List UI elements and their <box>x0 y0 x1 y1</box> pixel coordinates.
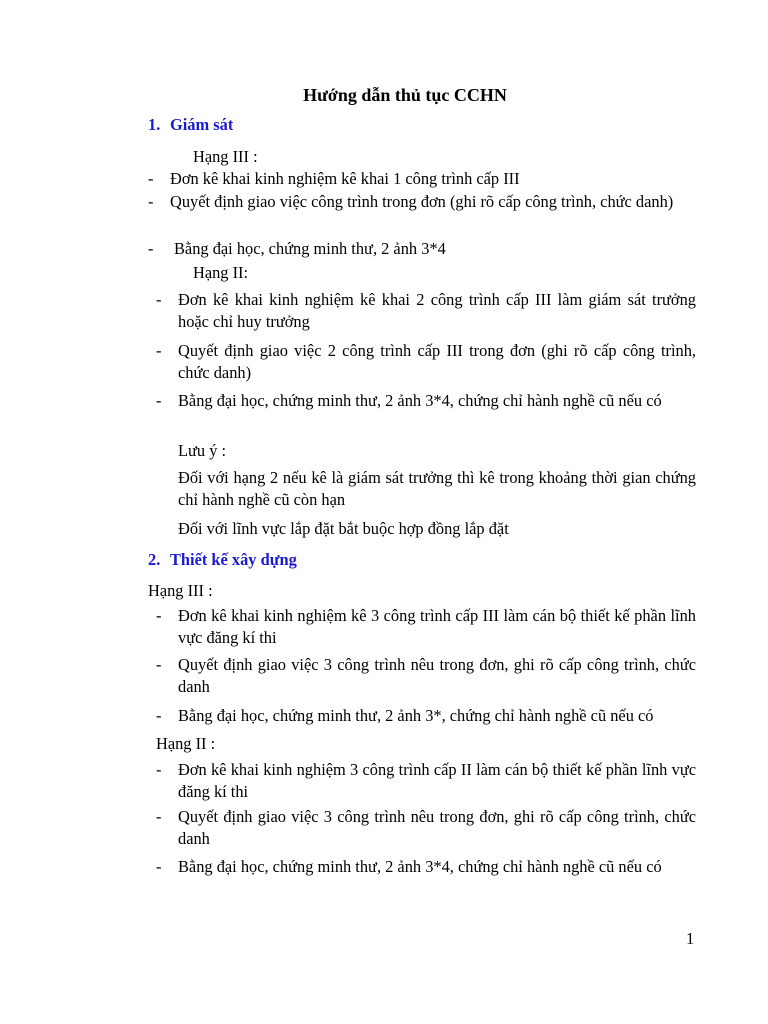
bullet-dash: - <box>156 655 162 674</box>
bullet-dash: - <box>148 192 154 211</box>
bullet-dash: - <box>156 706 162 725</box>
note-label: Lưu ý : <box>178 441 227 460</box>
note-text: Đối với lĩnh vực lắp đặt bắt buộc hợp đồng lắp đặt <box>178 519 509 538</box>
bullet-dash: - <box>156 760 162 779</box>
list-item-text: Quyết định giao việc 3 công trình nêu trong đơn, ghi rõ cấp công trình, chức danh <box>178 807 696 848</box>
bullet-dash: - <box>156 391 162 410</box>
list-item-text: Bằng đại học, chứng minh thư, 2 ảnh 3*4 <box>174 239 446 258</box>
list-item-text: Đơn kê khai kinh nghiệm 3 công trình cấp II làm cán bộ thiết kế phần lĩnh vực đăng kí thi <box>178 760 696 801</box>
bullet-dash: - <box>156 606 162 625</box>
rank-label: Hạng II: <box>193 263 249 282</box>
list-item-text: Đơn kê khai kinh nghiệm kê khai 1 công trình cấp III <box>170 169 520 188</box>
bullet-dash: - <box>156 857 162 876</box>
list-item-text: Bằng đại học, chứng minh thư, 2 ảnh 3*4, chứng chỉ hành nghề cũ nếu có <box>178 857 662 876</box>
rank-label: Hạng III : <box>193 147 258 166</box>
list-item-text: Bằng đại học, chứng minh thư, 2 ảnh 3*, chứng chỉ hành nghề cũ nếu có <box>178 706 654 725</box>
section-number: 1. <box>148 115 161 134</box>
bullet-dash: - <box>156 807 162 826</box>
bullet-dash: - <box>156 290 162 309</box>
bullet-dash: - <box>148 169 154 188</box>
list-item-text: Đơn kê khai kinh nghiệm kê 3 công trình cấp III làm cán bộ thiết kế phần lĩnh vực đăng kí thi <box>178 606 696 647</box>
page-number: 1 <box>686 929 695 948</box>
list-item-text: Bằng đại học, chứng minh thư, 2 ảnh 3*4, chứng chỉ hành nghề cũ nếu có <box>178 391 662 410</box>
rank-label: Hạng II : <box>156 734 216 753</box>
section-number: 2. <box>148 550 161 569</box>
bullet-dash: - <box>148 239 154 258</box>
document-title: Hướng dẫn thủ tục CCHN <box>303 85 507 105</box>
list-item-text: Đơn kê khai kinh nghiệm kê khai 2 công trình cấp III làm giám sát trưởng hoặc chỉ huy trưởng <box>178 290 696 331</box>
section-heading-1 <box>148 114 233 136</box>
list-item-text: Quyết định giao việc công trình trong đơn (ghi rõ cấp công trình, chức danh) <box>170 192 674 211</box>
list-item-text: Quyết định giao việc 3 công trình nêu trong đơn, ghi rõ cấp công trình, chức danh <box>178 655 696 696</box>
bullet-dash: - <box>156 341 162 360</box>
list-item-text: Quyết định giao việc 2 công trình cấp III trong đơn (ghi rõ cấp công trình, chức danh) <box>178 341 696 382</box>
section-title: Thiết kế xây dựng <box>170 550 297 569</box>
rank-label: Hạng III : <box>148 581 213 600</box>
section-heading-2 <box>148 549 297 571</box>
section-title: Giám sát <box>170 115 234 134</box>
note-text: Đối với hạng 2 nếu kê là giám sát trưởng thì kê trong khoảng thời gian chứng chỉ hành nghề cũ còn hạn <box>178 468 696 509</box>
